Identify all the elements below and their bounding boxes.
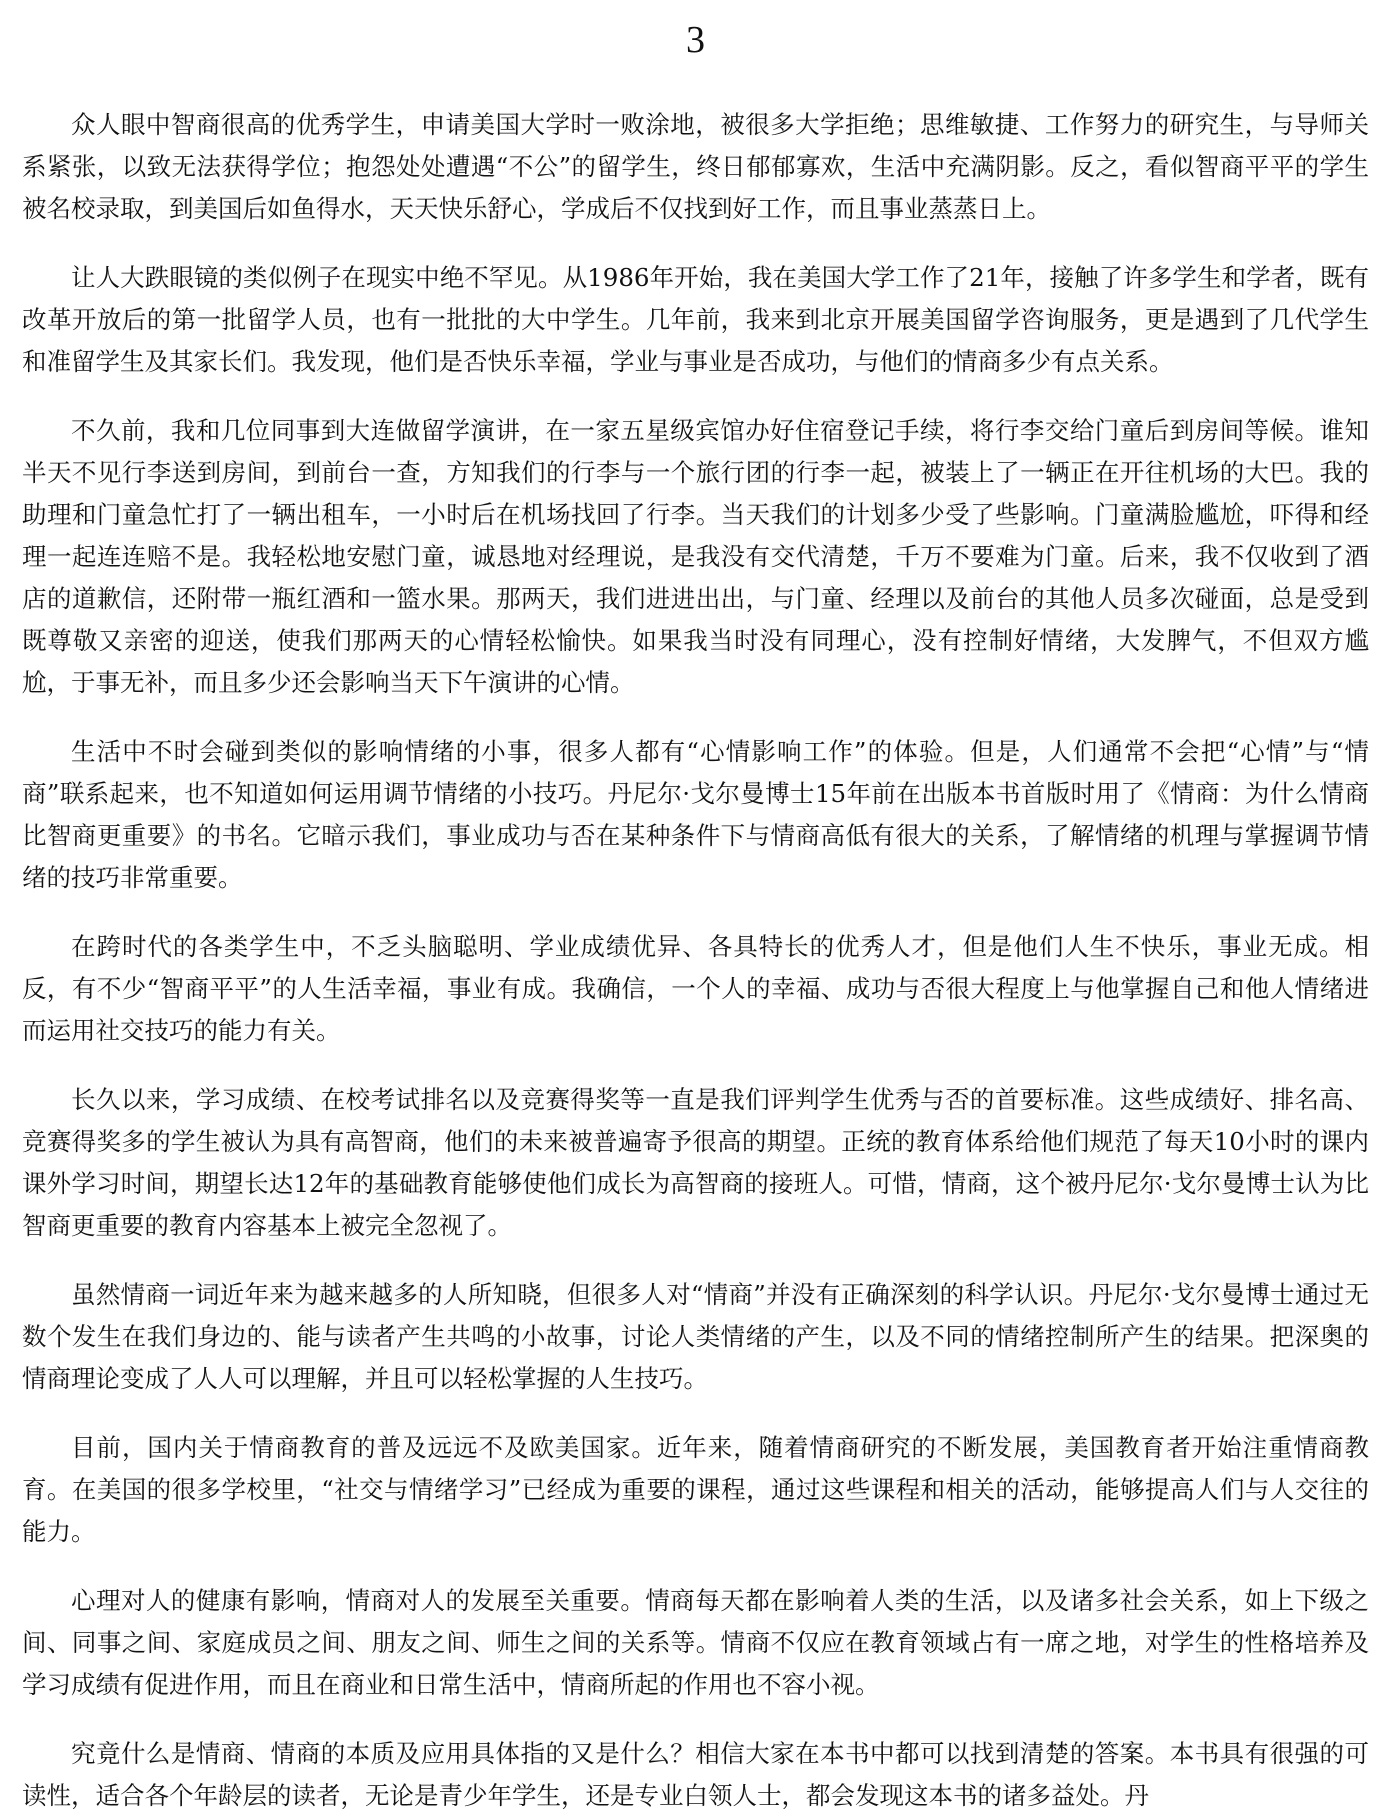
paragraph-7: 虽然情商一词近年来为越来越多的人所知晓，但很多人对“情商”并没有正确深刻的科学认识。丹尼尔·戈尔曼博士通过无数个发生在我们身边的、能与读者产生共鸣的小故事，讨论人类情绪的产生，以及不同的情绪控制所产生的结果。把深奥的情商理论变成了人人可以理解，并且可以轻松掌握的人生技巧。	[22, 1280, 1369, 1393]
paragraph-10: 究竟什么是情商、情商的本质及应用具体指的又是什么？相信大家在本书中都可以找到清楚的答案。本书具有很强的可读性，适合各个年龄层的读者，无论是青少年学生，还是专业白领人士，都会发现这本书的诸多益处。丹	[22, 1739, 1369, 1810]
paragraph-2: 让人大跌眼镜的类似例子在现实中绝不罕见。从1986年开始，我在美国大学工作了21年，接触了许多学生和学者，既有改革开放后的第一批留学人员，也有一批批的大中学生。几年前，我来到北京开展美国留学咨询服务，更是遇到了几代学生和准留学生及其家长们。我发现，他们是否快乐幸福，学业与事业是否成功，与他们的情商多少有点关系。	[22, 263, 1369, 376]
paragraph-1: 众人眼中智商很高的优秀学生，申请美国大学时一败涂地，被很多大学拒绝；思维敏捷、工作努力的研究生，与导师关系紧张，以致无法获得学位；抱怨处处遭遇“不公”的留学生，终日郁郁寡欢，生活中充满阴影。反之，看似智商平平的学生被名校录取，到美国后如鱼得水，天天快乐舒心，学成后不仅找到好工作，而且事业蒸蒸日上。	[22, 110, 1369, 223]
paragraph-8: 目前，国内关于情商教育的普及远远不及欧美国家。近年来，随着情商研究的不断发展，美国教育者开始注重情商教育。在美国的很多学校里，“社交与情绪学习”已经成为重要的课程，通过这些课程和相关的活动，能够提高人们与人交往的能力。	[22, 1433, 1369, 1546]
paragraph-5: 在跨时代的各类学生中，不乏头脑聪明、学业成绩优异、各具特长的优秀人才，但是他们人生不快乐，事业无成。相反，有不少“智商平平”的人生活幸福，事业有成。我确信，一个人的幸福、成功与否很大程度上与他掌握自己和他人情绪进而运用社交技巧的能力有关。	[22, 932, 1369, 1045]
paragraph-4: 生活中不时会碰到类似的影响情绪的小事，很多人都有“心情影响工作”的体验。但是，人们通常不会把“心情”与“情商”联系起来，也不知道如何运用调节情绪的小技巧。丹尼尔·戈尔曼博士15年前在出版本书首版时用了《情商：为什么情商比智商更重要》的书名。它暗示我们，事业成功与否在某种条件下与情商高低有很大的关系，了解情绪的机理与掌握调节情绪的技巧非常重要。	[22, 737, 1369, 892]
paragraph-9: 心理对人的健康有影响，情商对人的发展至关重要。情商每天都在影响着人类的生活，以及诸多社会关系，如上下级之间、同事之间、家庭成员之间、朋友之间、师生之间的关系等。情商不仅应在教育领域占有一席之地，对学生的性格培养及学习成绩有促进作用，而且在商业和日常生活中，情商所起的作用也不容小视。	[22, 1586, 1369, 1699]
paragraph-6: 长久以来，学习成绩、在校考试排名以及竞赛得奖等一直是我们评判学生优秀与否的首要标准。这些成绩好、排名高、竞赛得奖多的学生被认为具有高智商，他们的未来被普遍寄予很高的期望。正统的教育体系给他们规范了每天10小时的课内课外学习时间，期望长达12年的基础教育能够使他们成长为高智商的接班人。可惜，情商，这个被丹尼尔·戈尔曼博士认为比智商更重要的教育内容基本上被完全忽视了。	[22, 1085, 1369, 1240]
page-number: 3	[686, 19, 705, 61]
paragraph-3: 不久前，我和几位同事到大连做留学演讲，在一家五星级宾馆办好住宿登记手续，将行李交给门童后到房间等候。谁知半天不见行李送到房间，到前台一查，方知我们的行李与一个旅行团的行李一起，被装上了一辆正在开往机场的大巴。我的助理和门童急忙打了一辆出租车，一小时后在机场找回了行李。当天我们的计划多少受了些影响。门童满脸尴尬，吓得和经理一起连连赔不是。我轻松地安慰门童，诚恳地对经理说，是我没有交代清楚，千万不要难为门童。后来，我不仅收到了酒店的道歉信，还附带一瓶红酒和一篮水果。那两天，我们进进出出，与门童、经理以及前台的其他人员多次碰面，总是受到既尊敬又亲密的迎送，使我们那两天的心情轻松愉快。如果我当时没有同理心，没有控制好情绪，大发脾气，不但双方尴尬，于事无补，而且多少还会影响当天下午演讲的心情。	[22, 416, 1369, 697]
